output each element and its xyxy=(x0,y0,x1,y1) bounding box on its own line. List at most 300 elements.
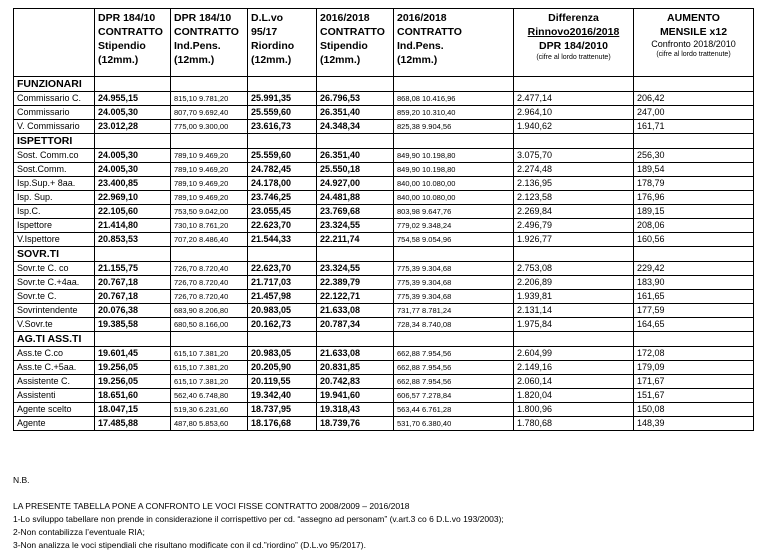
riordino-cell: 24.178,00 xyxy=(248,177,317,191)
2016-indpens-cell xyxy=(394,219,514,233)
annual-value: 8.166,00 xyxy=(199,320,229,329)
dpr-indpens-cell xyxy=(171,304,248,318)
empty-cell xyxy=(248,247,317,262)
riordino-cell: 21.717,03 xyxy=(248,276,317,290)
header-text: 2016/2018 xyxy=(397,12,447,24)
annual-value: 9.348,24 xyxy=(422,221,452,230)
2016-indpens-cell xyxy=(394,304,514,318)
header-text: CONTRATTO xyxy=(397,26,462,38)
dpr-indpens-cell xyxy=(171,120,248,134)
2016-stipendio-cell: 22.122,71 xyxy=(317,290,394,304)
2016-stipendio-cell: 22.389,79 xyxy=(317,276,394,290)
monthly-value: 531,70 xyxy=(397,419,420,428)
2016-stipendio-cell: 26.351,40 xyxy=(317,149,394,163)
empty-cell xyxy=(95,134,171,149)
annual-value: 9.304,68 xyxy=(422,278,452,287)
dpr-stipendio-cell: 20.076,38 xyxy=(95,304,171,318)
differenza-cell: 1.939,81 xyxy=(514,290,634,304)
differenza-cell: 2.753,08 xyxy=(514,262,634,276)
2016-indpens-cell xyxy=(394,205,514,219)
differenza-cell: 1.780,68 xyxy=(514,417,634,431)
dpr-indpens-cell xyxy=(171,318,248,332)
monthly-value: 775,00 xyxy=(174,122,197,131)
header-note: (cifre al lordo trattenute) xyxy=(536,54,611,61)
header-text: (12mm.) xyxy=(320,54,361,66)
annual-value: 8.781,24 xyxy=(422,306,452,315)
header-differenza xyxy=(514,9,634,77)
annual-value: 9.469,20 xyxy=(199,193,229,202)
rank-label: Ispettore xyxy=(14,219,95,233)
header-text: (12mm.) xyxy=(98,54,139,66)
aumento-cell: 148,39 xyxy=(634,417,754,431)
monthly-value: 726,70 xyxy=(174,278,197,287)
empty-cell xyxy=(248,77,317,92)
empty-cell xyxy=(317,332,394,347)
header-dpr-stipendio xyxy=(95,9,171,77)
annual-value: 7.278,84 xyxy=(422,391,452,400)
note-3: 3-Non analizza le voci stipendiali che risultano modificate con il cd.”riordino” (D.L.vo 95/2017). xyxy=(13,540,366,550)
dpr-indpens-cell xyxy=(171,92,248,106)
rank-label: Sovrintendente xyxy=(14,304,95,318)
2016-indpens-cell xyxy=(394,149,514,163)
monthly-value: 606,57 xyxy=(397,391,420,400)
empty-cell xyxy=(248,332,317,347)
header-text: D.L.vo xyxy=(251,12,284,24)
rank-label: Isp. Sup. xyxy=(14,191,95,205)
2016-stipendio-cell: 23.324,55 xyxy=(317,219,394,233)
monthly-value: 662,88 xyxy=(397,363,420,372)
2016-indpens-cell xyxy=(394,177,514,191)
riordino-cell: 20.119,55 xyxy=(248,375,317,389)
annual-value: 10.198,80 xyxy=(422,165,456,174)
annual-value: 10.198,80 xyxy=(422,151,456,160)
header-aumento xyxy=(634,9,754,77)
section-row xyxy=(14,247,754,262)
rank-label: Sovr.te C. co xyxy=(14,262,95,276)
rank-label: Ass.te C.co xyxy=(14,347,95,361)
2016-indpens-cell xyxy=(394,276,514,290)
annual-value: 9.647,76 xyxy=(422,207,452,216)
rank-label: Sovr.te C.+4aa. xyxy=(14,276,95,290)
annual-value: 7.954,56 xyxy=(422,377,452,386)
dpr-indpens-cell xyxy=(171,177,248,191)
rank-label: Assistenti xyxy=(14,389,95,403)
dpr-indpens-cell xyxy=(171,375,248,389)
dpr-stipendio-cell: 20.767,18 xyxy=(95,290,171,304)
monthly-value: 728,34 xyxy=(397,320,420,329)
notes-title: LA PRESENTE TABELLA PONE A CONFRONTO LE VOCI FISSE CONTRATTO 2008/2009 – 2016/2018 xyxy=(13,501,410,511)
2016-indpens-cell xyxy=(394,120,514,134)
monthly-value: 825,38 xyxy=(397,122,420,131)
rank-label: Sovr.te C. xyxy=(14,290,95,304)
annual-value: 6.748,80 xyxy=(199,391,229,400)
table-row xyxy=(14,120,754,134)
empty-cell xyxy=(171,247,248,262)
dpr-indpens-cell xyxy=(171,276,248,290)
monthly-value: 840,00 xyxy=(397,193,420,202)
aumento-cell: 171,67 xyxy=(634,375,754,389)
table-row xyxy=(14,106,754,120)
dpr-indpens-cell xyxy=(171,403,248,417)
rank-label: V.Ispettore xyxy=(14,233,95,247)
notes-block xyxy=(13,474,763,552)
dpr-stipendio-cell: 21.414,80 xyxy=(95,219,171,233)
annual-value: 9.469,20 xyxy=(199,165,229,174)
2016-stipendio-cell: 23.769,68 xyxy=(317,205,394,219)
empty-cell xyxy=(634,134,754,149)
differenza-cell: 3.075,70 xyxy=(514,149,634,163)
dpr-indpens-cell xyxy=(171,233,248,247)
header-text: Stipendio xyxy=(320,40,368,52)
dpr-indpens-cell xyxy=(171,262,248,276)
monthly-value: 868,08 xyxy=(397,94,420,103)
table-row xyxy=(14,92,754,106)
empty-cell xyxy=(171,77,248,92)
differenza-cell: 1.820,04 xyxy=(514,389,634,403)
dpr-stipendio-cell: 24.955,15 xyxy=(95,92,171,106)
monthly-value: 615,10 xyxy=(174,349,197,358)
dpr-indpens-cell xyxy=(171,191,248,205)
differenza-cell: 2.123,58 xyxy=(514,191,634,205)
table-row xyxy=(14,191,754,205)
monthly-value: 775,39 xyxy=(397,264,420,273)
monthly-value: 775,39 xyxy=(397,278,420,287)
rank-label: Agente scelto xyxy=(14,403,95,417)
monthly-value: 615,10 xyxy=(174,377,197,386)
2016-indpens-cell xyxy=(394,389,514,403)
aumento-cell: 183,90 xyxy=(634,276,754,290)
dpr-indpens-cell xyxy=(171,106,248,120)
aumento-cell: 176,96 xyxy=(634,191,754,205)
rank-label: Isp.Sup.+ 8aa. xyxy=(14,177,95,191)
monthly-value: 803,98 xyxy=(397,207,420,216)
dpr-indpens-cell xyxy=(171,149,248,163)
header-text: AUMENTO xyxy=(667,12,720,24)
comparison-table xyxy=(13,8,754,431)
header-text: Ind.Pens. xyxy=(174,40,221,52)
header-riordino xyxy=(248,9,317,77)
annual-value: 9.304,68 xyxy=(422,292,452,301)
empty-cell xyxy=(514,247,634,262)
2016-stipendio-cell: 24.481,88 xyxy=(317,191,394,205)
monthly-value: 680,50 xyxy=(174,320,197,329)
2016-stipendio-cell: 21.633,08 xyxy=(317,347,394,361)
dpr-stipendio-cell: 18.651,60 xyxy=(95,389,171,403)
aumento-cell: 164,65 xyxy=(634,318,754,332)
rank-label: Sost. Comm.co xyxy=(14,149,95,163)
monthly-value: 775,39 xyxy=(397,292,420,301)
riordino-cell: 24.782,45 xyxy=(248,163,317,177)
table-row xyxy=(14,276,754,290)
dpr-stipendio-cell: 24.005,30 xyxy=(95,149,171,163)
empty-cell xyxy=(634,332,754,347)
rank-label: Commissario C. xyxy=(14,92,95,106)
rank-label: Assistente C. xyxy=(14,375,95,389)
table-row xyxy=(14,389,754,403)
2016-stipendio-cell: 23.324,55 xyxy=(317,262,394,276)
annual-value: 8.720,40 xyxy=(199,292,229,301)
table-row xyxy=(14,361,754,375)
aumento-cell: 151,67 xyxy=(634,389,754,403)
annual-value: 9.469,20 xyxy=(199,151,229,160)
riordino-cell: 22.623,70 xyxy=(248,219,317,233)
table-row xyxy=(14,163,754,177)
note-2: 2-Non contabilizza l’eventuale RIA; xyxy=(13,527,145,537)
header-text: DPR 184/10 xyxy=(174,12,232,24)
2016-indpens-cell xyxy=(394,347,514,361)
monthly-value: 487,80 xyxy=(174,419,197,428)
empty-cell xyxy=(95,247,171,262)
differenza-cell: 1.975,84 xyxy=(514,318,634,332)
header-corner xyxy=(14,9,95,77)
header-text: DPR 184/2010 xyxy=(539,40,608,52)
header-text: Confronto 2018/2010 xyxy=(651,39,736,49)
monthly-value: 730,10 xyxy=(174,221,197,230)
2016-stipendio-cell: 21.633,08 xyxy=(317,304,394,318)
riordino-cell: 19.342,40 xyxy=(248,389,317,403)
differenza-cell: 2.496,79 xyxy=(514,219,634,233)
2016-stipendio-cell: 26.351,40 xyxy=(317,106,394,120)
annual-value: 10.416,96 xyxy=(422,94,456,103)
dpr-indpens-cell xyxy=(171,219,248,233)
dpr-stipendio-cell: 19.256,05 xyxy=(95,375,171,389)
2016-stipendio-cell: 19.318,43 xyxy=(317,403,394,417)
header-text: (12mm.) xyxy=(174,54,215,66)
empty-cell xyxy=(394,77,514,92)
empty-cell xyxy=(248,134,317,149)
table-row xyxy=(14,290,754,304)
aumento-cell: 161,71 xyxy=(634,120,754,134)
annual-value: 9.781,20 xyxy=(199,94,229,103)
2016-stipendio-cell: 20.787,34 xyxy=(317,318,394,332)
differenza-cell: 2.477,14 xyxy=(514,92,634,106)
dpr-stipendio-cell: 19.256,05 xyxy=(95,361,171,375)
header-row xyxy=(14,9,754,77)
aumento-cell: 206,42 xyxy=(634,92,754,106)
monthly-value: 779,02 xyxy=(397,221,420,230)
annual-value: 7.381,20 xyxy=(199,363,229,372)
riordino-cell: 25.559,60 xyxy=(248,106,317,120)
monthly-value: 562,40 xyxy=(174,391,197,400)
annual-value: 9.469,20 xyxy=(199,179,229,188)
aumento-cell: 189,15 xyxy=(634,205,754,219)
table-row xyxy=(14,304,754,318)
2016-stipendio-cell: 19.941,60 xyxy=(317,389,394,403)
aumento-cell: 160,56 xyxy=(634,233,754,247)
empty-cell xyxy=(171,134,248,149)
table-row xyxy=(14,403,754,417)
annual-value: 7.381,20 xyxy=(199,349,229,358)
rank-label: Agente xyxy=(14,417,95,431)
empty-cell xyxy=(514,77,634,92)
annual-value: 8.740,08 xyxy=(422,320,452,329)
header-text: Ind.Pens. xyxy=(397,40,444,52)
riordino-cell: 20.162,73 xyxy=(248,318,317,332)
empty-cell xyxy=(394,134,514,149)
table-row xyxy=(14,262,754,276)
aumento-cell: 256,30 xyxy=(634,149,754,163)
dpr-indpens-cell xyxy=(171,347,248,361)
dpr-stipendio-cell: 23.012,28 xyxy=(95,120,171,134)
monthly-value: 731,77 xyxy=(397,306,420,315)
monthly-value: 662,88 xyxy=(397,377,420,386)
monthly-value: 707,20 xyxy=(174,235,197,244)
annual-value: 9.300,00 xyxy=(199,122,229,131)
2016-stipendio-cell: 20.831,85 xyxy=(317,361,394,375)
dpr-stipendio-cell: 18.047,15 xyxy=(95,403,171,417)
rank-label: Isp.C. xyxy=(14,205,95,219)
notes-nb: N.B. xyxy=(13,475,30,485)
empty-cell xyxy=(317,134,394,149)
2016-indpens-cell xyxy=(394,318,514,332)
differenza-cell: 2.269,84 xyxy=(514,205,634,219)
riordino-cell: 20.983,05 xyxy=(248,304,317,318)
monthly-value: 789,10 xyxy=(174,165,197,174)
rank-label: Sost.Comm. xyxy=(14,163,95,177)
section-title: ISPETTORI xyxy=(14,134,95,149)
annual-value: 8.720,40 xyxy=(199,278,229,287)
dpr-stipendio-cell: 23.400,85 xyxy=(95,177,171,191)
monthly-value: 754,58 xyxy=(397,235,420,244)
dpr-stipendio-cell: 19.385,58 xyxy=(95,318,171,332)
monthly-value: 662,88 xyxy=(397,349,420,358)
monthly-value: 519,30 xyxy=(174,405,197,414)
empty-cell xyxy=(634,77,754,92)
annual-value: 10.080,00 xyxy=(422,193,456,202)
rank-label: V. Commissario xyxy=(14,120,95,134)
annual-value: 6.761,28 xyxy=(422,405,452,414)
table-row xyxy=(14,177,754,191)
annual-value: 8.486,40 xyxy=(199,235,229,244)
rank-label: Ass.te C.+5aa. xyxy=(14,361,95,375)
2016-indpens-cell xyxy=(394,106,514,120)
differenza-cell: 1.800,96 xyxy=(514,403,634,417)
header-text: Riordino xyxy=(251,40,295,52)
differenza-cell: 1.926,77 xyxy=(514,233,634,247)
empty-cell xyxy=(95,332,171,347)
header-text: CONTRATTO xyxy=(174,26,239,38)
empty-cell xyxy=(171,332,248,347)
2016-indpens-cell xyxy=(394,417,514,431)
aumento-cell: 247,00 xyxy=(634,106,754,120)
table-row xyxy=(14,219,754,233)
section-row xyxy=(14,134,754,149)
dpr-stipendio-cell: 22.969,10 xyxy=(95,191,171,205)
dpr-stipendio-cell: 20.767,18 xyxy=(95,276,171,290)
annual-value: 10.310,40 xyxy=(422,108,456,117)
annual-value: 7.381,20 xyxy=(199,377,229,386)
header-text: (12mm.) xyxy=(397,54,438,66)
2016-stipendio-cell: 25.550,18 xyxy=(317,163,394,177)
differenza-cell: 2.274,48 xyxy=(514,163,634,177)
annual-value: 8.761,20 xyxy=(199,221,229,230)
aumento-cell: 161,65 xyxy=(634,290,754,304)
section-title: AG.TI ASS.TI xyxy=(14,332,95,347)
monthly-value: 789,10 xyxy=(174,179,197,188)
table-row xyxy=(14,417,754,431)
header-text: Differenza xyxy=(548,12,599,24)
dpr-indpens-cell xyxy=(171,361,248,375)
monthly-value: 815,10 xyxy=(174,94,197,103)
2016-stipendio-cell: 20.742,83 xyxy=(317,375,394,389)
header-text: 2016/2018 xyxy=(320,12,370,24)
table-row xyxy=(14,318,754,332)
section-row xyxy=(14,332,754,347)
dpr-stipendio-cell: 19.601,45 xyxy=(95,347,171,361)
monthly-value: 789,10 xyxy=(174,151,197,160)
annual-value: 9.304,68 xyxy=(422,264,452,273)
dpr-indpens-cell xyxy=(171,205,248,219)
monthly-value: 726,70 xyxy=(174,292,197,301)
header-text: Rinnovo2016/2018 xyxy=(527,26,620,38)
2016-indpens-cell xyxy=(394,163,514,177)
header-text: CONTRATTO xyxy=(98,26,163,38)
riordino-cell: 23.746,25 xyxy=(248,191,317,205)
empty-cell xyxy=(317,77,394,92)
differenza-cell: 2.604,99 xyxy=(514,347,634,361)
monthly-value: 789,10 xyxy=(174,193,197,202)
differenza-cell: 2.964,10 xyxy=(514,106,634,120)
riordino-cell: 18.737,95 xyxy=(248,403,317,417)
riordino-cell: 23.055,45 xyxy=(248,205,317,219)
riordino-cell: 23.616,73 xyxy=(248,120,317,134)
2016-indpens-cell xyxy=(394,262,514,276)
empty-cell xyxy=(514,134,634,149)
header-text: Stipendio xyxy=(98,40,146,52)
aumento-cell: 172,08 xyxy=(634,347,754,361)
2016-stipendio-cell: 22.211,74 xyxy=(317,233,394,247)
2016-stipendio-cell: 24.348,34 xyxy=(317,120,394,134)
dpr-indpens-cell xyxy=(171,290,248,304)
annual-value: 6.380,40 xyxy=(422,419,452,428)
differenza-cell: 2.206,89 xyxy=(514,276,634,290)
table-row xyxy=(14,375,754,389)
annual-value: 10.080,00 xyxy=(422,179,456,188)
empty-cell xyxy=(317,247,394,262)
riordino-cell: 25.991,35 xyxy=(248,92,317,106)
annual-value: 5.853,60 xyxy=(199,419,229,428)
dpr-stipendio-cell: 20.853,53 xyxy=(95,233,171,247)
dpr-indpens-cell xyxy=(171,389,248,403)
header-note: (cifre al lordo trattenute) xyxy=(656,51,731,58)
annual-value: 7.954,56 xyxy=(422,363,452,372)
header-text: 95/17 xyxy=(251,26,278,38)
note-1: 1-Lo sviluppo tabellare non prende in considerazione il corrispettivo per cd. “assegno ad personam” (v.art.3 co 6 D.L.vo 193/2003); xyxy=(13,514,504,524)
dpr-stipendio-cell: 17.485,88 xyxy=(95,417,171,431)
2016-indpens-cell xyxy=(394,233,514,247)
empty-cell xyxy=(514,332,634,347)
table-row xyxy=(14,205,754,219)
monthly-value: 859,20 xyxy=(397,108,420,117)
dpr-stipendio-cell: 24.005,30 xyxy=(95,106,171,120)
riordino-cell: 22.623,70 xyxy=(248,262,317,276)
dpr-indpens-cell xyxy=(171,417,248,431)
header-text: (12mm.) xyxy=(251,54,292,66)
riordino-cell: 21.544,33 xyxy=(248,233,317,247)
monthly-value: 807,70 xyxy=(174,108,197,117)
2016-indpens-cell xyxy=(394,375,514,389)
aumento-cell: 177,59 xyxy=(634,304,754,318)
table-row xyxy=(14,347,754,361)
annual-value: 8.206,80 xyxy=(199,306,229,315)
riordino-cell: 18.176,68 xyxy=(248,417,317,431)
2016-indpens-cell xyxy=(394,191,514,205)
section-title: FUNZIONARI xyxy=(14,77,95,92)
2016-indpens-cell xyxy=(394,290,514,304)
2016-stipendio-cell: 26.796,53 xyxy=(317,92,394,106)
2016-stipendio-cell: 18.739,76 xyxy=(317,417,394,431)
monthly-value: 849,90 xyxy=(397,151,420,160)
